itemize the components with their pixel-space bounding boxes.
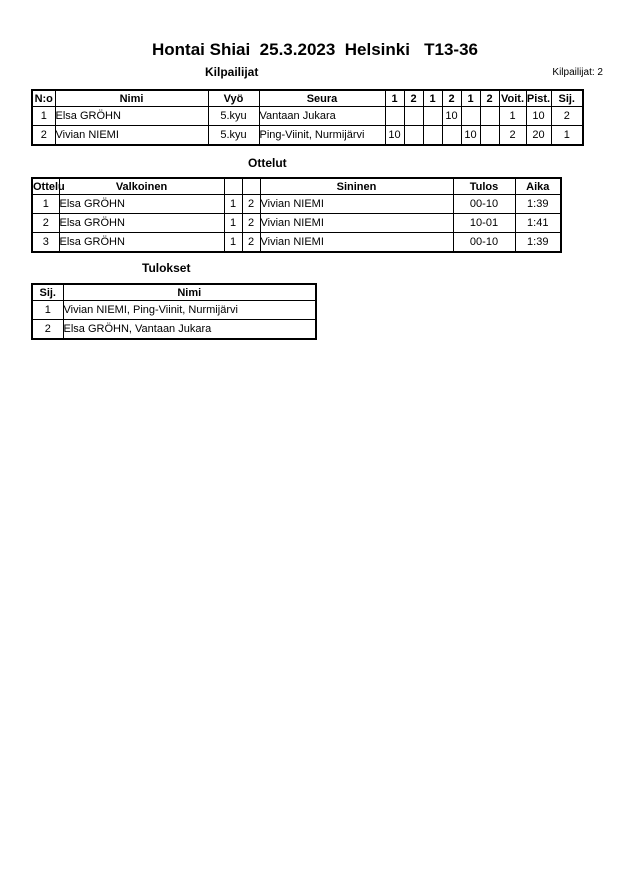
cell-nimi: Elsa GRÖHN, Vantaan Jukara	[63, 320, 316, 340]
header-sij: Sij.	[32, 284, 63, 301]
match-row	[32, 214, 561, 233]
header-pist: Pist.	[526, 90, 551, 107]
header-score-6: 2	[480, 90, 499, 107]
cell-valkoinen: Elsa GRÖHN	[59, 233, 224, 253]
header-nimi: Nimi	[55, 90, 208, 107]
header-no: N:o	[32, 90, 55, 107]
cell-sininen: Vivian NIEMI	[260, 233, 453, 253]
cell-sij: 1	[551, 126, 583, 146]
cell-sij: 1	[32, 301, 63, 320]
cell-aika: 1:39	[515, 233, 561, 253]
cell-seura: Vantaan Jukara	[259, 107, 385, 126]
cell-voit: 1	[499, 107, 526, 126]
cell-seura: Ping-Viinit, Nurmijärvi	[259, 126, 385, 146]
cell-sij: 2	[32, 320, 63, 340]
header-vyo: Vyö	[208, 90, 259, 107]
cell-sininen: Vivian NIEMI	[260, 214, 453, 233]
cell-voit: 2	[499, 126, 526, 146]
cell-no: 2	[32, 126, 55, 146]
ottelut-table	[31, 177, 562, 253]
result-row	[32, 301, 316, 320]
cell-score	[423, 126, 442, 146]
cell-score	[404, 126, 423, 146]
cell-pist: 20	[526, 126, 551, 146]
cell-pist: 10	[526, 107, 551, 126]
cell-white-num: 1	[224, 214, 242, 233]
tulokset-header-row	[32, 284, 316, 301]
section-heading-ottelut: Ottelut	[248, 156, 287, 170]
cell-aika: 1:39	[515, 195, 561, 214]
header-ottelu: Ottelu	[32, 178, 59, 195]
header-score-1: 1	[385, 90, 404, 107]
page-title: Hontai Shiai 25.3.2023 Helsinki T13-36	[152, 40, 478, 59]
kilpailijat-table	[31, 89, 584, 146]
cell-score: 10	[461, 126, 480, 146]
cell-score: 10	[442, 107, 461, 126]
cell-no: 1	[32, 107, 55, 126]
cell-white-num: 1	[224, 195, 242, 214]
header-sininen: Sininen	[260, 178, 453, 195]
header-score-3: 1	[423, 90, 442, 107]
match-row	[32, 233, 561, 253]
cell-score	[385, 107, 404, 126]
cell-score	[404, 107, 423, 126]
header-score-4: 2	[442, 90, 461, 107]
cell-nimi: Vivian NIEMI, Ping-Viinit, Nurmijärvi	[63, 301, 316, 320]
header-sij: Sij.	[551, 90, 583, 107]
kilpailijat-header-row	[32, 90, 583, 107]
cell-score	[480, 126, 499, 146]
header-score-2: 2	[404, 90, 423, 107]
competitor-row	[32, 107, 583, 126]
cell-match-no: 3	[32, 233, 59, 253]
cell-vyo: 5.kyu	[208, 107, 259, 126]
competitor-row	[32, 126, 583, 146]
cell-tulos: 10-01	[453, 214, 515, 233]
cell-score	[423, 107, 442, 126]
cell-score	[480, 107, 499, 126]
section-heading-tulokset: Tulokset	[142, 261, 191, 275]
cell-aika: 1:41	[515, 214, 561, 233]
result-row	[32, 320, 316, 340]
ottelut-header-row	[32, 178, 561, 195]
cell-nimi: Elsa GRÖHN	[55, 107, 208, 126]
cell-blue-num: 2	[242, 214, 260, 233]
cell-match-no: 2	[32, 214, 59, 233]
cell-blue-num: 2	[242, 233, 260, 253]
header-nimi: Nimi	[63, 284, 316, 301]
cell-tulos: 00-10	[453, 233, 515, 253]
tulokset-table	[31, 283, 317, 340]
cell-valkoinen: Elsa GRÖHN	[59, 195, 224, 214]
header-voit: Voit.	[499, 90, 526, 107]
header-valkoinen: Valkoinen	[59, 178, 224, 195]
cell-blue-num: 2	[242, 195, 260, 214]
header-tulos: Tulos	[453, 178, 515, 195]
match-row	[32, 195, 561, 214]
cell-nimi: Vivian NIEMI	[55, 126, 208, 146]
header-spacer	[224, 178, 242, 195]
competitors-count: Kilpailijat: 2	[552, 67, 603, 78]
cell-score: 10	[385, 126, 404, 146]
cell-match-no: 1	[32, 195, 59, 214]
header-spacer	[242, 178, 260, 195]
cell-vyo: 5.kyu	[208, 126, 259, 146]
cell-white-num: 1	[224, 233, 242, 253]
header-score-5: 1	[461, 90, 480, 107]
header-aika: Aika	[515, 178, 561, 195]
cell-sininen: Vivian NIEMI	[260, 195, 453, 214]
section-heading-kilpailijat: Kilpailijat	[205, 65, 259, 79]
cell-score	[461, 107, 480, 126]
header-seura: Seura	[259, 90, 385, 107]
cell-valkoinen: Elsa GRÖHN	[59, 214, 224, 233]
cell-tulos: 00-10	[453, 195, 515, 214]
cell-score	[442, 126, 461, 146]
cell-sij: 2	[551, 107, 583, 126]
